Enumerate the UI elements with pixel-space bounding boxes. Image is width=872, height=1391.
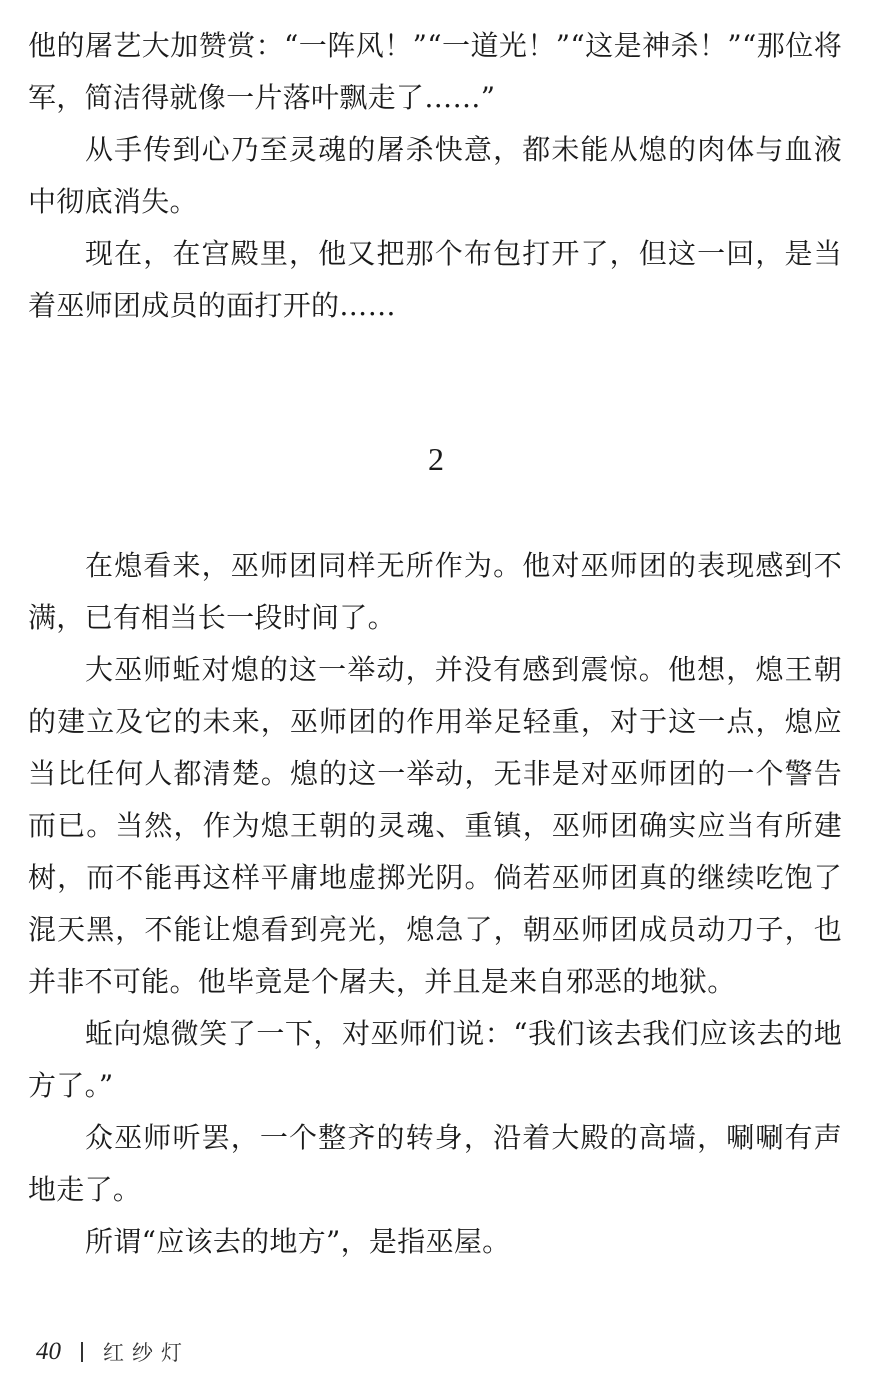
paragraph: 大巫师蚯对熄的这一举动，并没有感到震惊。他想，熄王朝的建立及它的未来，巫师团的作用举足轻重，对于这一点，熄应当比任何人都清楚。熄的这一举动，无非是对巫师团的一个警告而已。当然，作为熄王朝的灵魂、重镇，巫师团确实应当有所建树，而不能再这样平庸地虚掷光阴。倘若巫师团真的继续吃饱了混天黑，不能让熄看到亮光，熄急了，朝巫师团成员动刀子，也并非不可能。他毕竟是个屠夫，并且是来自邪恶的地狱。 xyxy=(28,653,842,998)
paragraph: 从手传到心乃至灵魂的屠杀快意，都未能从熄的肉体与血液中彻底消失。 xyxy=(28,133,842,218)
paragraph: 众巫师听罢，一个整齐的转身，沿着大殿的高墙，唰唰有声地走了。 xyxy=(28,1121,842,1206)
paragraph: 所谓“应该去的地方”，是指巫屋。 xyxy=(85,1225,511,1258)
paragraph: 他的屠艺大加赞赏：“一阵风！”“一道光！”“这是神杀！”“那位将军，简洁得就像一片落叶飘走了……” xyxy=(28,29,842,114)
page-footer xyxy=(36,1334,190,1370)
chapter-number: 2 xyxy=(428,441,444,477)
paragraph: 在熄看来，巫师团同样无所作为。他对巫师团的表现感到不满，已有相当长一段时间了。 xyxy=(28,549,842,634)
book-title: 红纱灯 xyxy=(103,1341,190,1365)
paragraph: 现在，在宫殿里，他又把那个布包打开了，但这一回，是当着巫师团成员的面打开的…… xyxy=(28,237,842,322)
footer-divider xyxy=(81,1342,83,1362)
section-2 xyxy=(28,540,842,1268)
page-number: 40 xyxy=(36,1338,61,1365)
section-1 xyxy=(28,20,842,332)
paragraph: 蚯向熄微笑了一下，对巫师们说：“我们该去我们应该去的地方了。” xyxy=(28,1017,842,1102)
